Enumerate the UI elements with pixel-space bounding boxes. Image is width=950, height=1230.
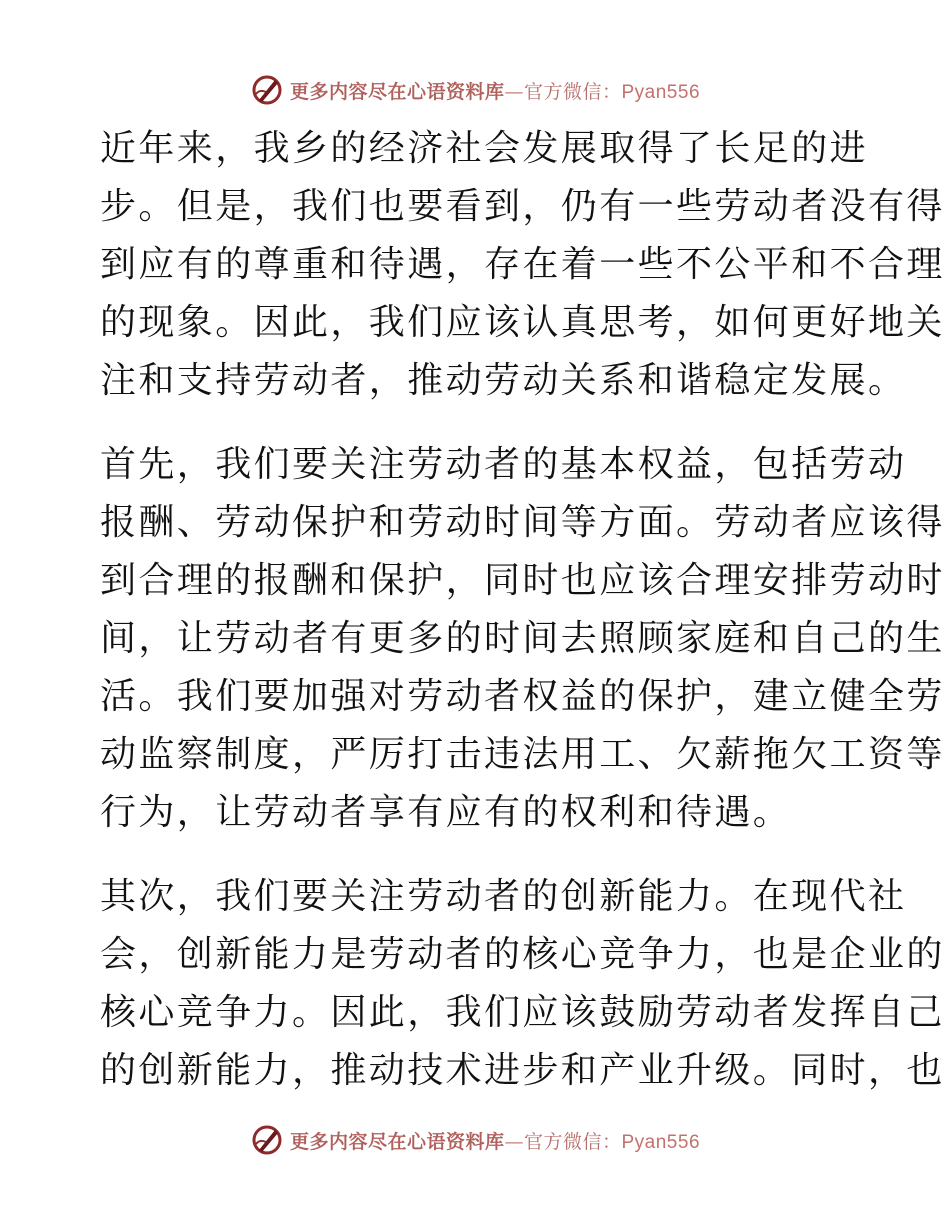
text-line: 动监察制度，严厉打击违法用工、欠薪拖欠工资等 (100, 734, 945, 775)
text-line: 会，创新能力是劳动者的核心竞争力，也是企业的 (100, 934, 945, 975)
text-line: 的创新能力，推动技术进步和产业升级。同时，也 (100, 1050, 945, 1091)
text-line: 间，让劳动者有更多的时间去照顾家庭和自己的生 (100, 618, 945, 659)
text-line: 其次，我们要关注劳动者的创新能力。在现代社 (100, 876, 907, 917)
footer-banner (0, 1120, 950, 1160)
document-body (100, 120, 945, 1126)
banner-main-text: 更多内容尽在心语资料库 (289, 1130, 505, 1153)
text-line: 报酬、劳动保护和劳动时间等方面。劳动者应该得 (100, 502, 945, 543)
banner-wechat-label: 官方微信： (523, 80, 622, 103)
banner-wechat-id: Pyan556 (621, 81, 701, 103)
text-line: 首先，我们要关注劳动者的基本权益，包括劳动 (100, 444, 907, 485)
text-line: 活。我们要加强对劳动者权益的保护，建立健全劳 (100, 676, 945, 717)
banner-wechat-id: Pyan556 (621, 1131, 701, 1153)
text-line: 步。但是，我们也要看到，仍有一些劳动者没有得 (100, 186, 945, 227)
quill-logo-icon (250, 1123, 284, 1157)
text-line: 注和支持劳动者，推动劳动关系和谐稳定发展。 (100, 360, 907, 401)
banner-main-text: 更多内容尽在心语资料库 (289, 80, 505, 103)
header-banner (0, 70, 950, 110)
paragraph-3 (100, 868, 945, 1100)
text-line: 的现象。因此，我们应该认真思考，如何更好地关 (100, 302, 945, 343)
banner-dash: — (504, 1130, 524, 1153)
text-line: 到合理的报酬和保护，同时也应该合理安排劳动时 (100, 560, 945, 601)
text-line: 近年来，我乡的经济社会发展取得了长足的进 (100, 128, 869, 169)
banner-dash: — (504, 80, 524, 103)
text-line: 核心竞争力。因此，我们应该鼓励劳动者发挥自己 (100, 992, 945, 1033)
banner-text (290, 1127, 700, 1154)
paragraph-2 (100, 436, 945, 842)
text-line: 行为，让劳动者享有应有的权利和待遇。 (100, 792, 792, 833)
quill-logo-icon (250, 73, 284, 107)
banner-wechat-label: 官方微信： (523, 1130, 622, 1153)
paragraph-1 (100, 120, 945, 410)
text-line: 到应有的尊重和待遇，存在着一些不公平和不合理 (100, 244, 945, 285)
banner-text (290, 77, 700, 104)
